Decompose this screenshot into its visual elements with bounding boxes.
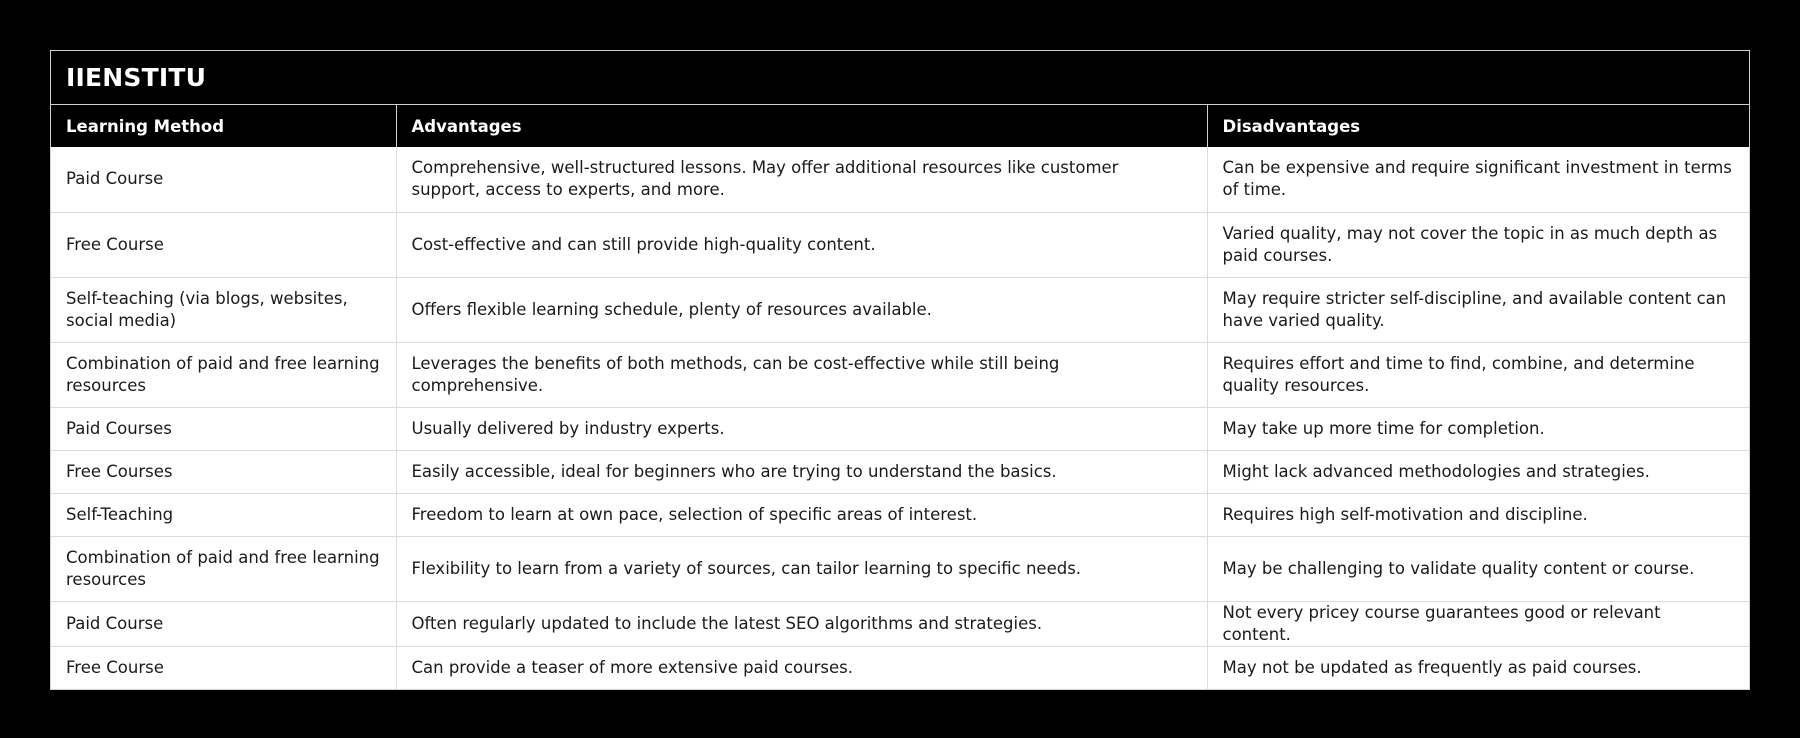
cell-advantages: Leverages the benefits of both methods, can be cost-effective while still being comprehensive.: [396, 342, 1207, 407]
learning-methods-table: [51, 105, 1749, 689]
cell-method: Paid Course: [51, 147, 396, 212]
cell-disadvantages: May require stricter self-discipline, and available content can have varied quality.: [1207, 277, 1749, 342]
column-header-learning-method: Learning Method: [51, 105, 396, 147]
cell-method: Free Courses: [51, 450, 396, 493]
cell-advantages: Cost-effective and can still provide high-quality content.: [396, 212, 1207, 277]
table-row: [51, 277, 1749, 342]
cell-advantages: Easily accessible, ideal for beginners who are trying to understand the basics.: [396, 450, 1207, 493]
cell-disadvantages: Varied quality, may not cover the topic in as much depth as paid courses.: [1207, 212, 1749, 277]
table-row: [51, 536, 1749, 601]
cell-disadvantages: Can be expensive and require significant investment in terms of time.: [1207, 147, 1749, 212]
cell-advantages: Often regularly updated to include the latest SEO algorithms and strategies.: [396, 601, 1207, 646]
table-title: IIENSTITU: [51, 51, 1749, 105]
column-header-disadvantages: Disadvantages: [1207, 105, 1749, 147]
table-row: [51, 212, 1749, 277]
cell-method: Paid Course: [51, 601, 396, 646]
cell-advantages: Offers flexible learning schedule, plenty of resources available.: [396, 277, 1207, 342]
cell-disadvantages: May take up more time for completion.: [1207, 407, 1749, 450]
table-row: [51, 342, 1749, 407]
cell-disadvantages: Not every pricey course guarantees good or relevant content.: [1207, 601, 1749, 646]
cell-disadvantages: Requires high self-motivation and discipline.: [1207, 493, 1749, 536]
cell-disadvantages: May not be updated as frequently as paid courses.: [1207, 646, 1749, 689]
table-row: [51, 646, 1749, 689]
table-row: [51, 407, 1749, 450]
cell-disadvantages: Might lack advanced methodologies and strategies.: [1207, 450, 1749, 493]
table-row: [51, 450, 1749, 493]
cell-method: Free Course: [51, 212, 396, 277]
comparison-table: [50, 50, 1750, 690]
cell-method: Combination of paid and free learning resources: [51, 342, 396, 407]
table-row: [51, 493, 1749, 536]
cell-method: Paid Courses: [51, 407, 396, 450]
table-row: [51, 601, 1749, 646]
column-header-advantages: Advantages: [396, 105, 1207, 147]
table-row: [51, 147, 1749, 212]
cell-advantages: Comprehensive, well-structured lessons. May offer additional resources like customer support, access to experts, and more.: [396, 147, 1207, 212]
header-row: [51, 105, 1749, 147]
cell-advantages: Can provide a teaser of more extensive paid courses.: [396, 646, 1207, 689]
cell-method: Free Course: [51, 646, 396, 689]
cell-advantages: Usually delivered by industry experts.: [396, 407, 1207, 450]
cell-disadvantages: May be challenging to validate quality content or course.: [1207, 536, 1749, 601]
cell-method: Self-teaching (via blogs, websites, social media): [51, 277, 396, 342]
cell-advantages: Freedom to learn at own pace, selection of specific areas of interest.: [396, 493, 1207, 536]
cell-disadvantages: Requires effort and time to find, combine, and determine quality resources.: [1207, 342, 1749, 407]
cell-method: Self-Teaching: [51, 493, 396, 536]
cell-advantages: Flexibility to learn from a variety of sources, can tailor learning to specific needs.: [396, 536, 1207, 601]
cell-method: Combination of paid and free learning resources: [51, 536, 396, 601]
